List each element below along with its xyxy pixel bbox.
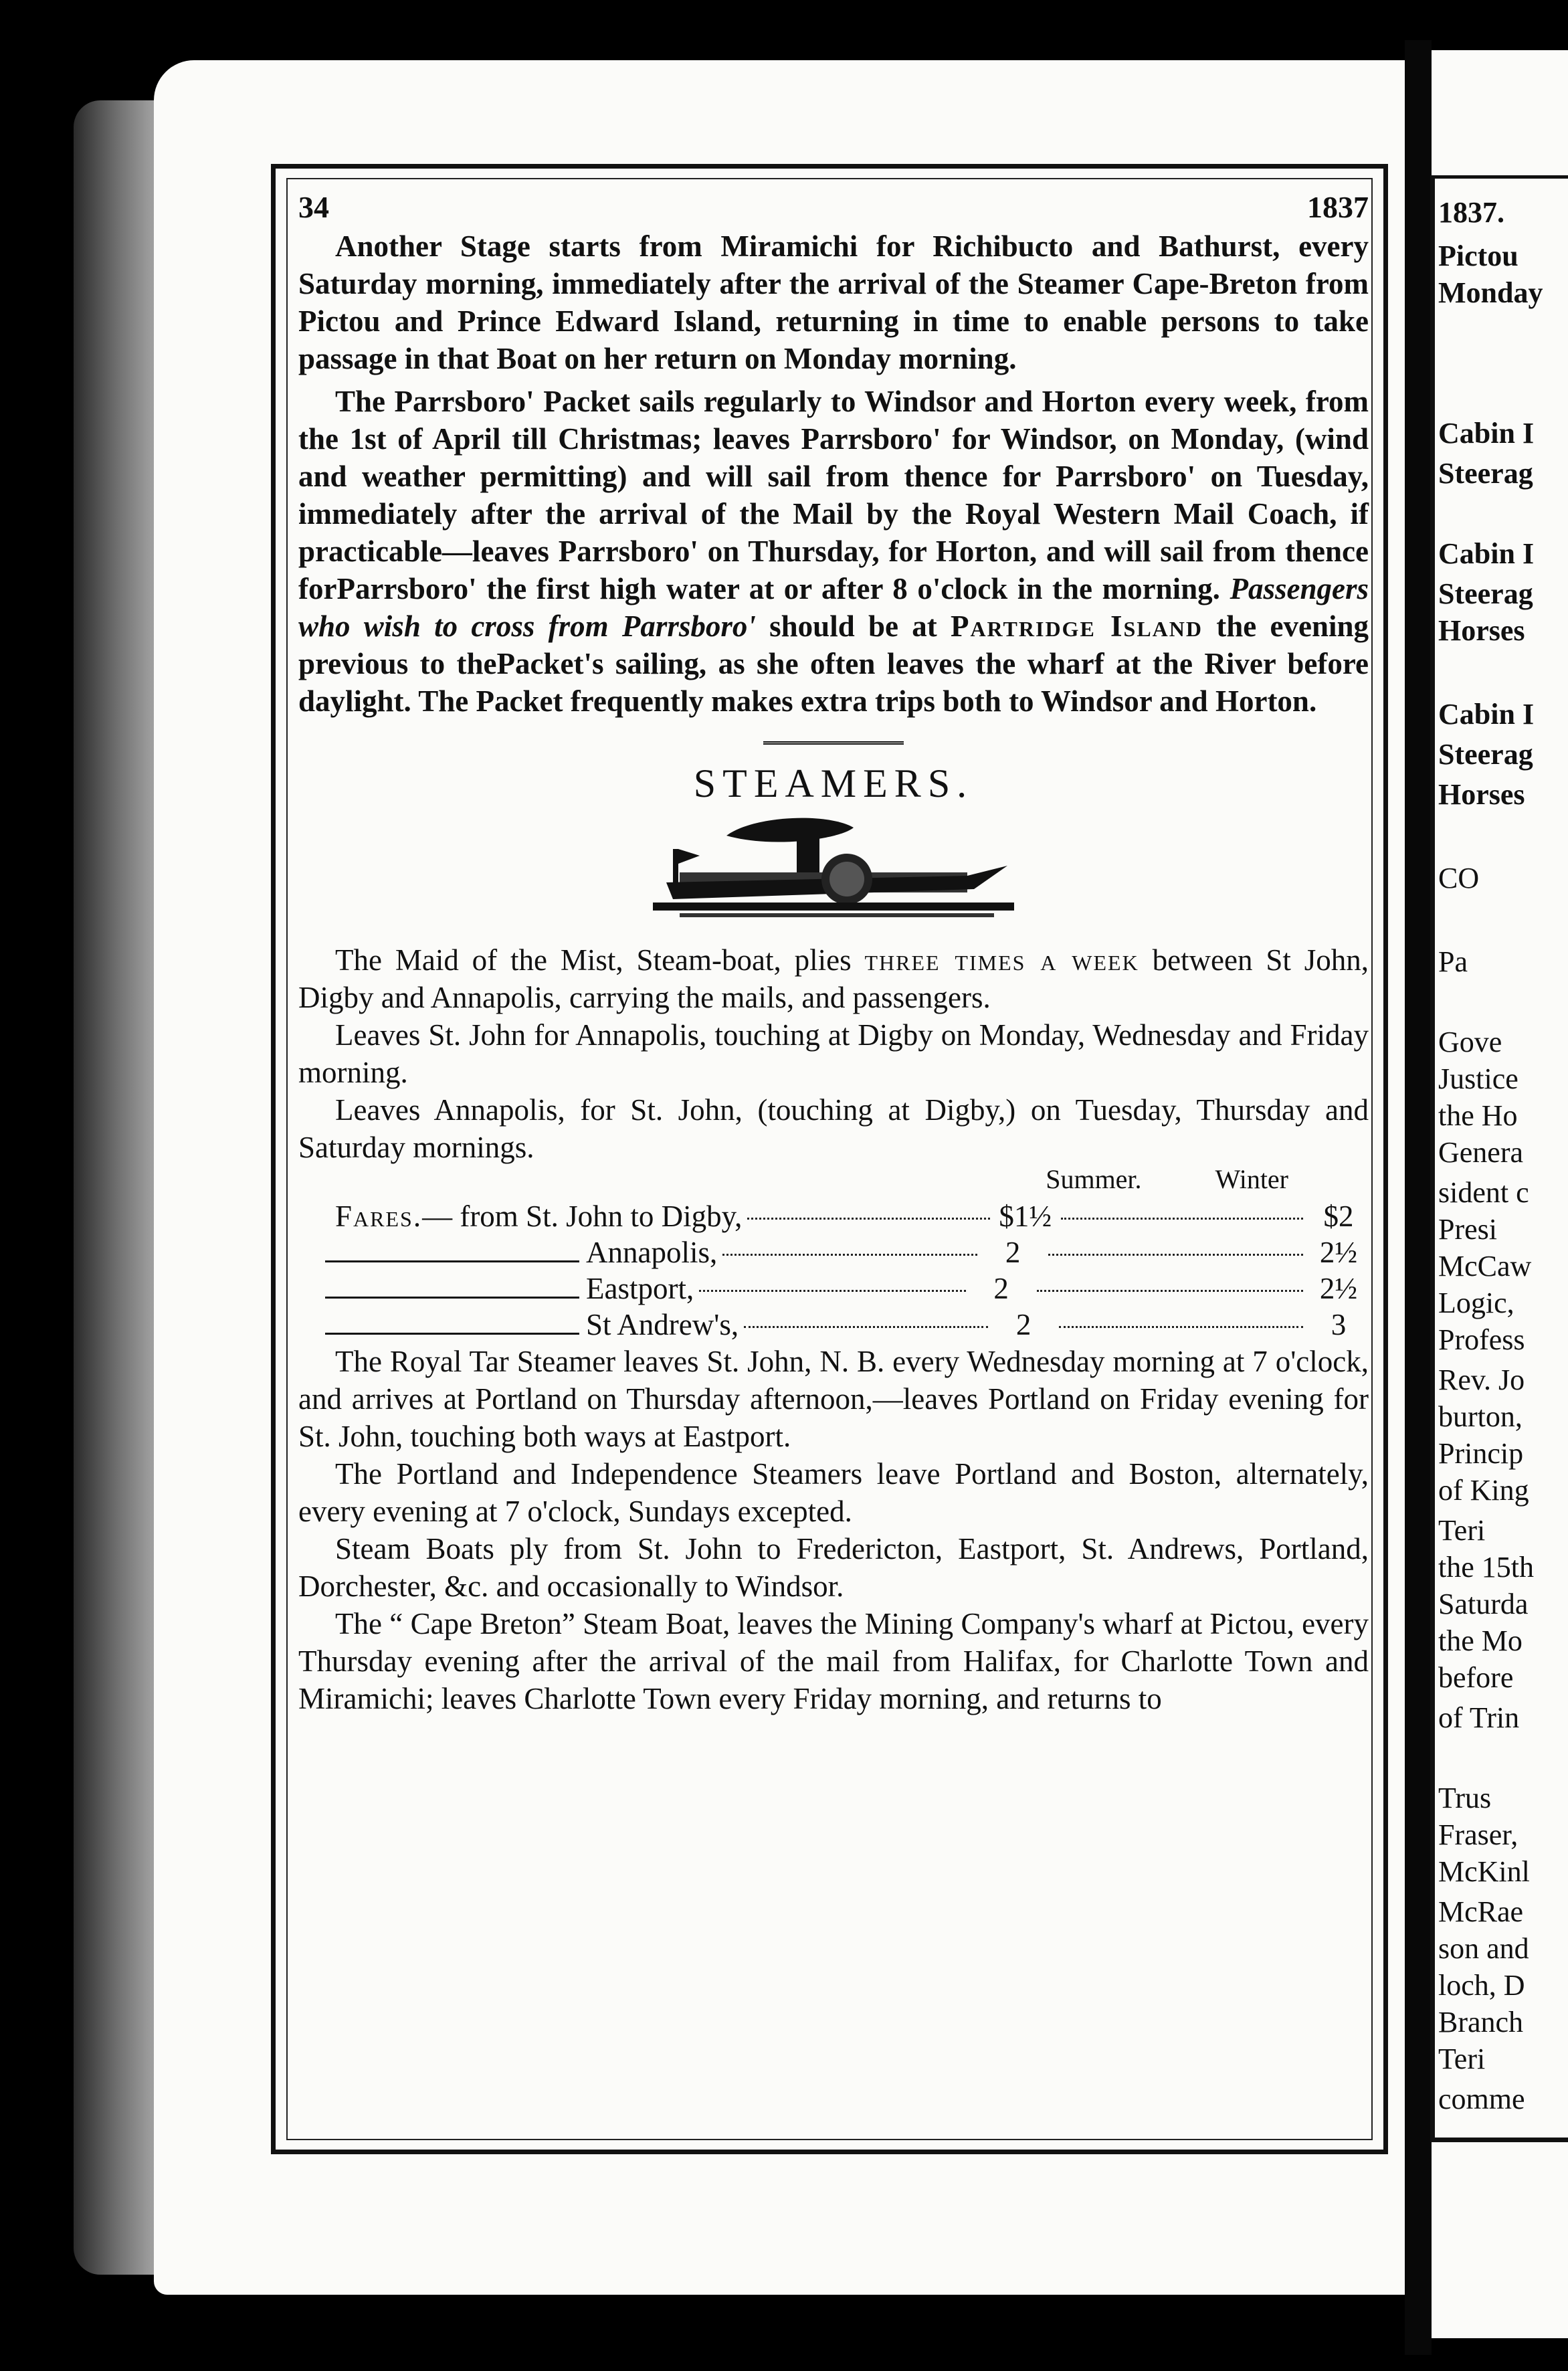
right-page-line: comme	[1438, 2083, 1525, 2115]
right-page-line: Fraser,	[1438, 1818, 1518, 1851]
summer-header: Summer.	[1046, 1164, 1142, 1194]
leaves-annapolis-paragraph: Leaves Annapolis, for St. John, (touching at Digby,) on Tuesday, Thursday and Saturday mornings.	[298, 1093, 1369, 1164]
stage-paragraph: Another Stage starts from Miramichi for Richibucto and Bathurst, every Saturday morning, immediately after the arrival of the Steamer Cape-Breton from Pictou and Prince Edward Island, returning in time to enable persons to take passage in that Boat on her return on Monday morning.	[298, 229, 1369, 375]
running-year: 1837	[1307, 190, 1369, 224]
steamboat-illustration	[653, 809, 1014, 929]
running-head	[298, 189, 1369, 226]
right-page-line: loch, D	[1438, 1969, 1525, 2002]
right-page-line: Princip	[1438, 1437, 1524, 1470]
portland-paragraph: The Portland and Independence Steamers leave Portland and Boston, alternately, every evening at 7 o'clock, Sundays excepted.	[298, 1457, 1369, 1528]
section-divider	[763, 741, 904, 745]
right-page-line: CO	[1438, 862, 1480, 894]
fare-row: Eastport, 2 2½	[298, 1270, 1369, 1307]
right-page-line: Cabin I	[1438, 698, 1535, 731]
right-page-line: Justice	[1438, 1062, 1518, 1095]
right-page-line: 1837.	[1438, 196, 1504, 229]
right-page-line: the 15th	[1438, 1551, 1534, 1584]
fare-row: Annapolis, 2 2½	[298, 1234, 1369, 1270]
right-page-line: of King	[1438, 1474, 1529, 1507]
right-page-line: Logic,	[1438, 1287, 1514, 1319]
winter-header: Winter	[1215, 1164, 1288, 1194]
packet-paragraph: The Parrsboro' Packet sails regularly to Windsor and Horton every week, from the 1st of April till Christmas; leaves Parrsboro' for Windsor, on Monday, (wind and weather permitting) and will sail from thence for Parrsboro' on Tuesday, immediately after the arrival of the Mail by the Royal Western Mail Coach, if practicable—leaves Parrsboro' on Thursday, for Horton, and will sail from thence forParrsboro' the first high water at or after 8 o'clock in the morning. Passengers who wish to cross from Parrsboro' should be at Partridge Island the evening previous to thePacket's sailing, as she often leaves the wharf at the River before daylight. The Packet frequently makes extra trips both to Windsor and Horton.	[298, 385, 1369, 718]
right-page-line: Branch	[1438, 2006, 1524, 2038]
right-page-line: Gove	[1438, 1026, 1502, 1058]
page-gutter	[1405, 40, 1432, 2355]
right-page-line: Profess	[1438, 1323, 1525, 1356]
right-page-line: Horses	[1438, 614, 1525, 647]
section-title: STEAMERS.	[693, 761, 974, 805]
right-page-line: Teri	[1438, 1514, 1486, 1547]
right-page-line: Rev. Jo	[1438, 1363, 1525, 1396]
steam-boats-paragraph: Steam Boats ply from St. John to Fredericton, Eastport, St. Andrews, Portland, Dorchester, &c. and occasionally to Windsor.	[298, 1532, 1369, 1603]
right-page-line: McCaw	[1438, 1250, 1532, 1283]
fares-column-headers	[298, 1161, 1369, 1198]
right-page-line: Genera	[1438, 1136, 1524, 1169]
fare-row: St Andrew's, 2 3	[298, 1307, 1369, 1343]
right-page-line: McKinl	[1438, 1855, 1530, 1888]
right-page-line: son and	[1438, 1932, 1529, 1965]
right-page-line: Cabin I	[1438, 537, 1535, 570]
right-page-line: the Ho	[1438, 1099, 1518, 1132]
right-page-line: Steerag	[1438, 738, 1533, 771]
right-page-line: Trus	[1438, 1782, 1492, 1814]
right-page-line: Monday	[1438, 276, 1543, 309]
right-page-line: sident c	[1438, 1176, 1529, 1209]
fare-row: Fares. — from St. John to Digby, $1½ $2	[335, 1200, 1354, 1233]
right-page-line: the Mo	[1438, 1624, 1523, 1657]
right-page-line: Cabin I	[1438, 417, 1535, 450]
left-page-content	[298, 189, 1369, 1717]
right-page-line: burton,	[1438, 1400, 1523, 1433]
right-page-line: Pa	[1438, 945, 1468, 978]
page-number: 34	[298, 190, 329, 224]
royal-tar-paragraph: The Royal Tar Steamer leaves St. John, N. B. every Wednesday morning at 7 o'clock, and arrives at Portland on Thursday afternoon,—leaves Portland on Friday evening for St. John, touching both ways at Eastport.	[298, 1345, 1369, 1453]
maid-of-mist-paragraph: The Maid of the Mist, Steam-boat, plies three times a week between St John, Digby and Annapolis, carrying the mails, and passengers.	[298, 943, 1369, 1014]
leaves-st-john-paragraph: Leaves St. John for Annapolis, touching at Digby on Monday, Wednesday and Friday morning.	[298, 1018, 1369, 1089]
right-page-line: Horses	[1438, 778, 1525, 811]
right-page-line: Steerag	[1438, 577, 1533, 610]
right-page-line: Presi	[1438, 1213, 1497, 1246]
right-page-line: Pictou	[1438, 240, 1518, 272]
right-page-line: before	[1438, 1661, 1514, 1694]
right-page-line: Saturda	[1438, 1588, 1529, 1620]
right-page-line: Teri	[1438, 2043, 1486, 2075]
right-page-line: of Trin	[1438, 1701, 1520, 1734]
cape-breton-paragraph: The “ Cape Breton” Steam Boat, leaves the Mining Company's wharf at Pictou, every Thursday evening after the arrival of the mail from Halifax, for Charlotte Town and Miramichi; leaves Charlotte Town every Friday morning, and returns to	[298, 1607, 1369, 1715]
right-page-line: McRae	[1438, 1895, 1524, 1928]
right-page-line: Steerag	[1438, 457, 1533, 490]
